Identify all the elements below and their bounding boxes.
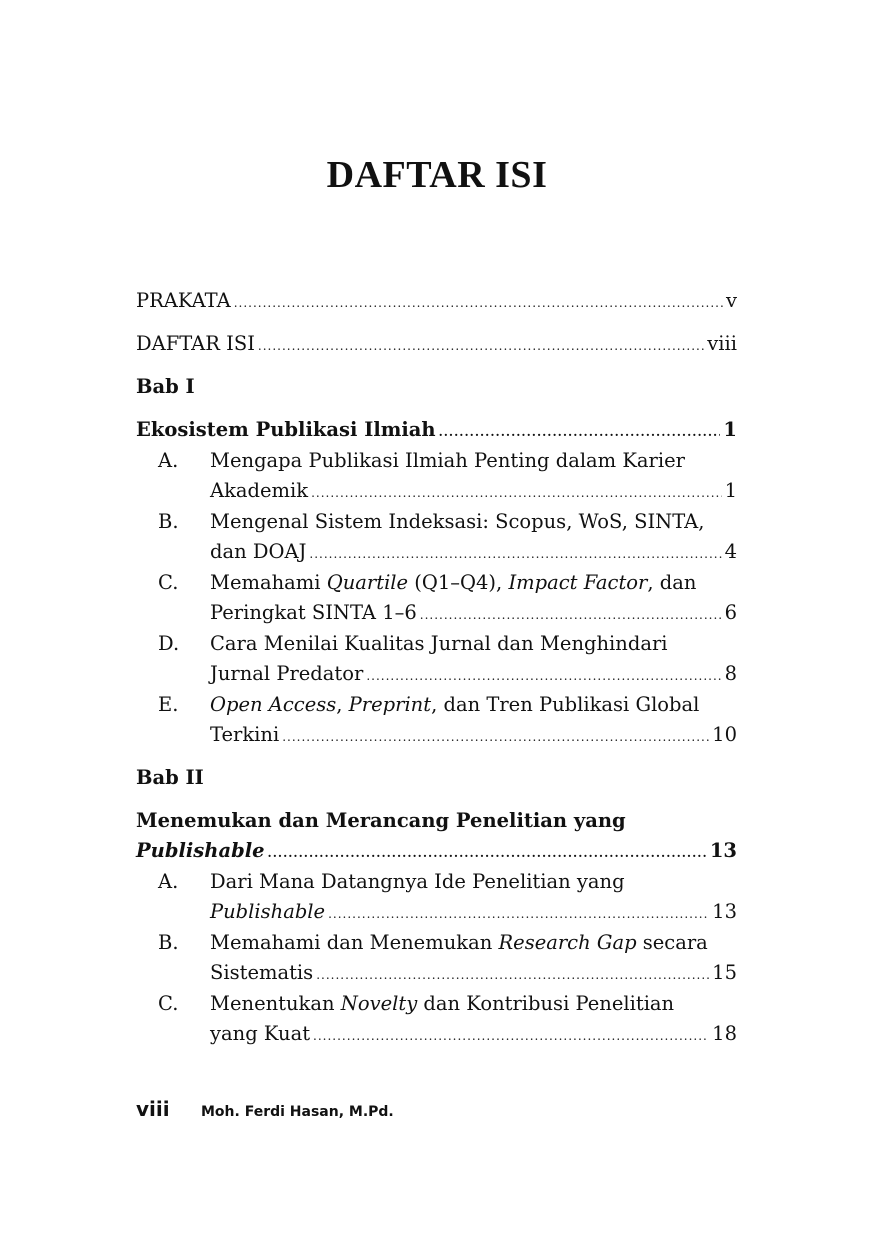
table-of-contents bbox=[136, 286, 737, 1050]
toc-page-number: 18 bbox=[712, 1022, 737, 1045]
section-title-line2: yang Kuat bbox=[210, 1022, 311, 1045]
toc-page-number: 13 bbox=[709, 839, 737, 862]
toc-entry-label: PRAKATA bbox=[136, 289, 231, 312]
section-letter: C. bbox=[158, 571, 179, 594]
section-letter: E. bbox=[158, 693, 179, 716]
toc-page-number: v bbox=[725, 289, 737, 312]
section-letter: B. bbox=[158, 931, 179, 954]
chapter-title: Ekosistem Publikasi Ilmiah bbox=[136, 418, 436, 441]
toc-page-number: 8 bbox=[724, 662, 737, 685]
section-title-line2: Publishable bbox=[210, 900, 326, 923]
page-title: DAFTAR ISI bbox=[326, 154, 548, 196]
toc-chapter-bab-1[interactable] bbox=[136, 415, 737, 445]
section-letter: A. bbox=[158, 870, 179, 893]
toc-page-number: 15 bbox=[712, 961, 737, 984]
section-title-line2: Peringkat SINTA 1–6 bbox=[210, 601, 417, 624]
toc-section-1a[interactable] bbox=[136, 446, 737, 506]
footer-author: Moh. Ferdi Hasan, M.Pd. bbox=[201, 1104, 394, 1120]
section-title-line2: Akademik bbox=[210, 479, 309, 502]
toc-section-2b[interactable] bbox=[136, 928, 737, 988]
dot-leader bbox=[420, 609, 722, 621]
section-title-line1: Menentukan Novelty dan Kontribusi Penelitian bbox=[210, 992, 675, 1015]
toc-page-number: 1 bbox=[723, 418, 737, 441]
section-title-line2: Jurnal Predator bbox=[210, 662, 364, 685]
toc-section-1c[interactable] bbox=[136, 568, 737, 628]
toc-section-1e[interactable] bbox=[136, 690, 737, 750]
section-title-line1: Cara Menilai Kualitas Jurnal dan Menghindari bbox=[210, 632, 668, 655]
chapter-label-bab-1: Bab I bbox=[136, 375, 195, 398]
section-title-line1: Memahami dan Menemukan Research Gap secara bbox=[210, 931, 708, 954]
toc-page-number: 1 bbox=[724, 479, 737, 502]
toc-page-number: 10 bbox=[712, 723, 737, 746]
section-title-line2: Terkini bbox=[210, 723, 280, 746]
dot-leader bbox=[309, 548, 721, 560]
toc-page-number: viii bbox=[707, 332, 737, 355]
section-title-line1: Open Access, Preprint, dan Tren Publikasi Global bbox=[210, 693, 700, 716]
page-footer bbox=[136, 1097, 394, 1121]
section-letter: D. bbox=[158, 632, 180, 655]
dot-leader bbox=[316, 969, 709, 981]
toc-page-number: 4 bbox=[724, 540, 737, 563]
toc-entry-prakata[interactable] bbox=[136, 286, 737, 316]
toc-page-number: 13 bbox=[712, 900, 737, 923]
dot-leader bbox=[439, 426, 721, 438]
section-title-line1: Dari Mana Datangnya Ide Penelitian yang bbox=[210, 870, 625, 893]
footer-page-number: viii bbox=[136, 1097, 170, 1121]
section-letter: C. bbox=[158, 992, 179, 1015]
dot-leader bbox=[366, 670, 721, 682]
toc-section-2c[interactable] bbox=[136, 989, 737, 1049]
section-title-line1: Mengenal Sistem Indeksasi: Scopus, WoS, SINTA, bbox=[210, 510, 705, 533]
toc-page-number: 6 bbox=[724, 601, 737, 624]
section-letter: B. bbox=[158, 510, 179, 533]
toc-section-1b[interactable] bbox=[136, 507, 737, 567]
toc-entry-label: DAFTAR ISI bbox=[136, 332, 255, 355]
section-letter: A. bbox=[158, 449, 179, 472]
dot-leader bbox=[268, 847, 707, 859]
dot-leader bbox=[258, 340, 704, 352]
section-title-line2: dan DOAJ bbox=[210, 540, 307, 563]
toc-entry-daftar-isi[interactable] bbox=[136, 329, 737, 359]
dot-leader bbox=[311, 487, 721, 499]
dot-leader bbox=[328, 908, 709, 920]
section-title-line1: Mengapa Publikasi Ilmiah Penting dalam Karier bbox=[210, 449, 685, 472]
chapter-label-bab-2: Bab II bbox=[136, 766, 204, 789]
chapter-title-line1: Menemukan dan Merancang Penelitian yang bbox=[136, 809, 626, 832]
section-title-line1: Memahami Quartile (Q1–Q4), Impact Factor, dan bbox=[210, 571, 697, 594]
toc-section-1d[interactable] bbox=[136, 629, 737, 689]
dot-leader bbox=[282, 731, 709, 743]
toc-chapter-bab-2[interactable] bbox=[136, 806, 737, 866]
dot-leader bbox=[234, 297, 723, 309]
chapter-title-line2: Publishable bbox=[136, 839, 265, 862]
toc-section-2a[interactable] bbox=[136, 867, 737, 927]
dot-leader bbox=[313, 1030, 709, 1042]
section-title-line2: Sistematis bbox=[210, 961, 314, 984]
